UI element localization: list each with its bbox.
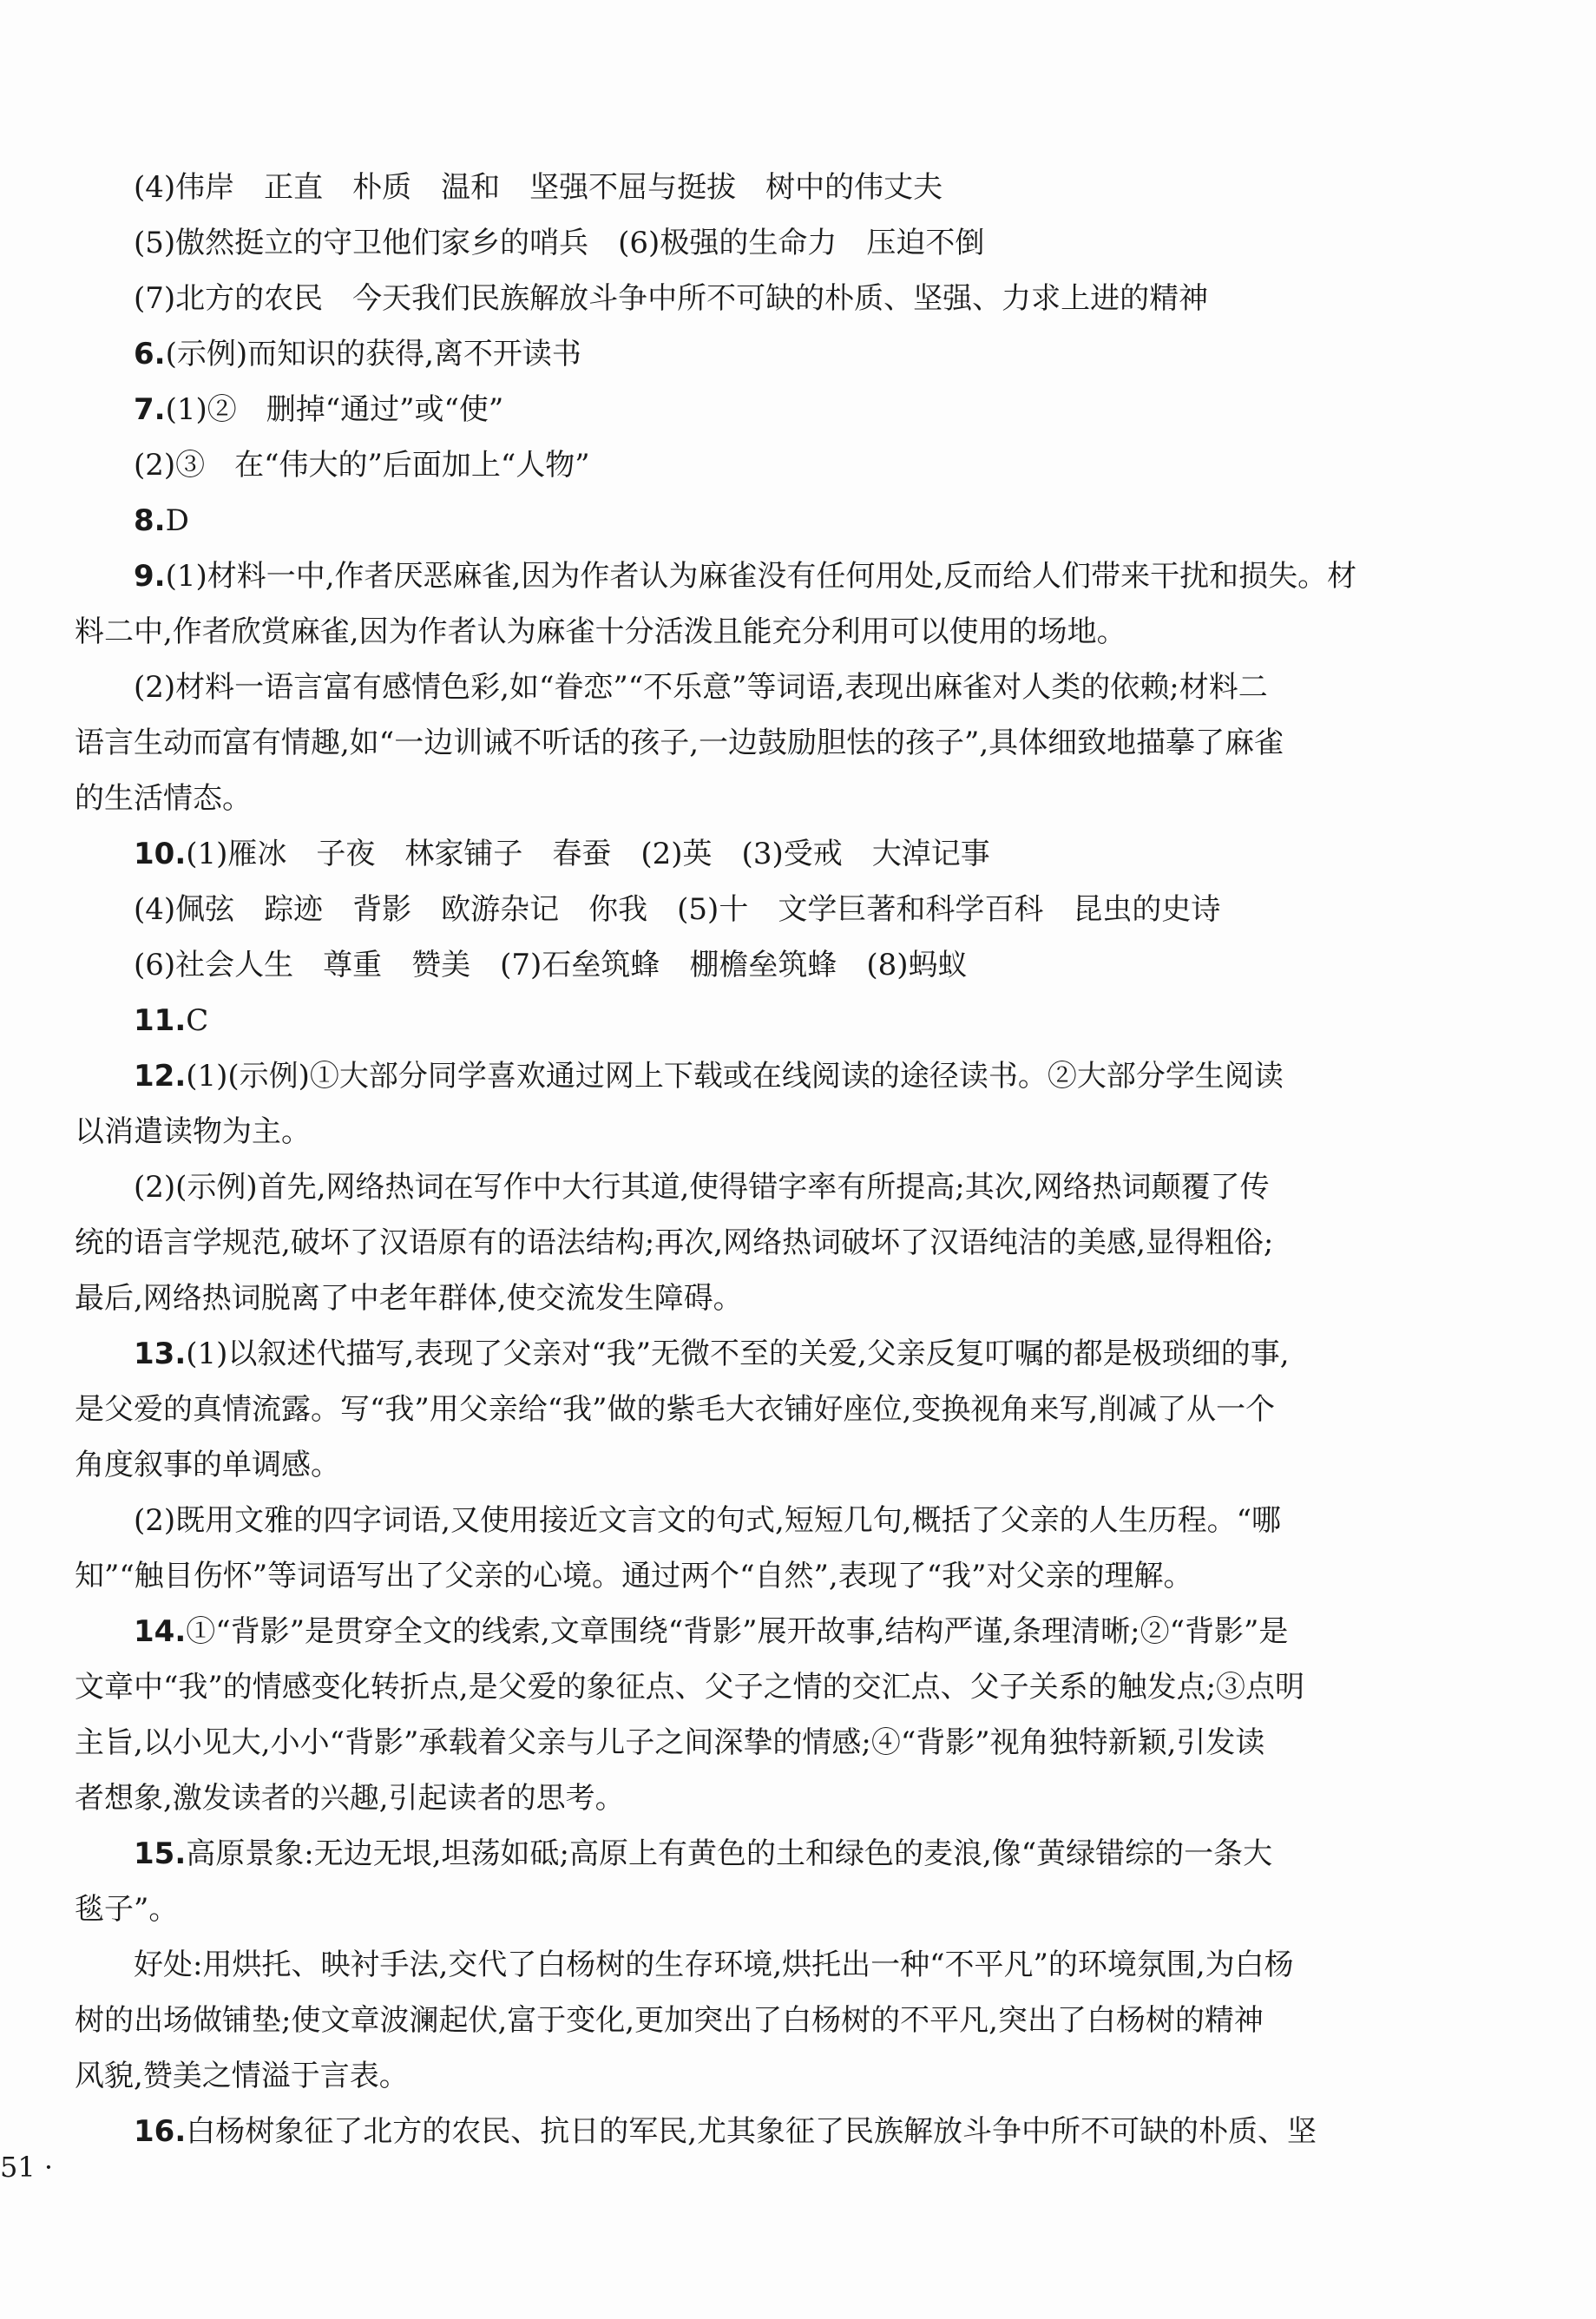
line-text: 最后,网络热词脱离了中老年群体,使交流发生障碍。 — [75, 1281, 743, 1316]
line-text: 树的出场做铺垫;使文章波澜起伏,富于变化,更加突出了白杨树的不平凡,突出了白杨树的精神 — [75, 2003, 1264, 2038]
line-text: (1)雁冰 子夜 林家铺子 春蚕 (2)英 (3)受戒 大淖记事 — [186, 837, 990, 871]
text-line — [75, 1882, 1463, 1937]
text-line — [75, 604, 1463, 660]
line-text: (5)傲然挺立的守卫他们家乡的哨兵 (6)极强的生命力 压迫不倒 — [134, 226, 985, 260]
text-line — [75, 437, 1463, 493]
question-number: 15. — [134, 1836, 187, 1871]
line-text: (1)材料一中,作者厌恶麻雀,因为作者认为麻雀没有任何用处,反而给人们带来干扰和损失。材 — [165, 559, 1357, 594]
text-line — [75, 1437, 1463, 1493]
line-text: 好处:用烘托、映衬手法,交代了白杨树的生存环境,烘托出一种“不平凡”的环境氛围,为白杨 — [134, 1948, 1294, 1982]
question-number: 8. — [134, 503, 166, 538]
question-number: 9. — [134, 559, 166, 594]
text-line — [75, 1937, 1463, 1993]
text-line — [75, 2104, 1463, 2159]
line-text: (2)既用文雅的四字词语,又使用接近文言文的句式,短短几句,概括了父亲的人生历程。“哪 — [134, 1503, 1281, 1538]
line-text: (2)③ 在“伟大的”后面加上“人物” — [134, 448, 590, 483]
text-line — [75, 1770, 1463, 1826]
text-line — [75, 326, 1463, 382]
line-text: 者想象,激发读者的兴趣,引起读者的思考。 — [75, 1781, 625, 1816]
text-line — [75, 1215, 1463, 1271]
text-line — [75, 937, 1463, 993]
text-line — [75, 1104, 1463, 1160]
text-line — [75, 1493, 1463, 1548]
line-text: 毯子”。 — [75, 1892, 179, 1927]
text-line — [75, 1604, 1463, 1659]
line-text: 是父爱的真情流露。写“我”用父亲给“我”做的紫毛大衣铺好座位,变换视角来写,削减了从一个 — [75, 1392, 1276, 1427]
line-text: 角度叙事的单调感。 — [75, 1448, 340, 1482]
text-line — [75, 1271, 1463, 1326]
text-line — [75, 993, 1463, 1048]
text-line — [75, 549, 1463, 604]
line-text: (7)北方的农民 今天我们民族解放斗争中所不可缺的朴质、坚强、力求上进的精神 — [134, 281, 1209, 316]
text-line — [75, 1048, 1463, 1104]
line-text: (示例)而知识的获得,离不开读书 — [165, 337, 581, 371]
line-text: 风貌,赞美之情溢于言表。 — [75, 2059, 409, 2093]
line-text: (2)(示例)首先,网络热词在写作中大行其道,使得错字率有所提高;其次,网络热词颠覆了传 — [134, 1170, 1270, 1205]
line-text: (6)社会人生 尊重 赞美 (7)石垒筑蜂 棚檐垒筑蜂 (8)蚂蚁 — [134, 948, 968, 982]
line-text: (4)佩弦 踪迹 背影 欧游杂记 你我 (5)十 文学巨著和科学百科 昆虫的史诗 — [134, 892, 1221, 927]
text-line — [75, 1993, 1463, 2048]
text-line — [75, 660, 1463, 715]
line-text: (1)② 删掉“通过”或“使” — [165, 392, 504, 427]
question-number: 6. — [134, 337, 166, 371]
line-text: C — [186, 1003, 209, 1038]
text-line — [75, 1548, 1463, 1604]
line-text: 知”“触目伤怀”等词语写出了父亲的心境。通过两个“自然”,表现了“我”对父亲的理解。 — [75, 1559, 1193, 1593]
text-line — [75, 215, 1463, 271]
line-text: (1)(示例)①大部分同学喜欢通过网上下载或在线阅读的途径读书。②大部分学生阅读 — [186, 1059, 1284, 1094]
text-line — [75, 1326, 1463, 1382]
line-text: 语言生动而富有情趣,如“一边训诫不听话的孩子,一边鼓励胆怯的孩子”,具体细致地描摹了麻雀 — [75, 726, 1284, 760]
question-number: 10. — [134, 837, 187, 871]
text-line — [75, 826, 1463, 882]
text-line — [75, 271, 1463, 326]
line-text: 文章中“我”的情感变化转折点,是父爱的象征点、父子之情的交汇点、父子关系的触发点;③点明 — [75, 1670, 1305, 1705]
text-line — [75, 771, 1463, 826]
question-number: 12. — [134, 1059, 187, 1094]
text-line — [75, 1160, 1463, 1215]
page-number: 51 · — [0, 2151, 54, 2184]
line-text: 料二中,作者欣赏麻雀,因为作者认为麻雀十分活泼且能充分利用可以使用的场地。 — [75, 614, 1126, 649]
text-line — [75, 1659, 1463, 1715]
text-line — [75, 382, 1463, 437]
question-number: 14. — [134, 1614, 187, 1649]
text-line — [75, 493, 1463, 549]
line-text: (2)材料一语言富有感情色彩,如“眷恋”“不乐意”等词语,表现出麻雀对人类的依赖;材料二 — [134, 670, 1268, 705]
text-line — [75, 160, 1463, 215]
answer-text-block — [75, 160, 1463, 2159]
line-text: (1)以叙述代描写,表现了父亲对“我”无微不至的关爱,父亲反复叮嘱的都是极琐细的事, — [186, 1337, 1290, 1371]
line-text: (4)伟岸 正直 朴质 温和 坚强不屈与挺拔 树中的伟丈夫 — [134, 170, 943, 205]
text-line — [75, 1715, 1463, 1770]
line-text: 的生活情态。 — [75, 781, 252, 816]
text-line — [75, 715, 1463, 771]
question-number: 16. — [134, 2114, 187, 2149]
line-text: ①“背影”是贯穿全文的线索,文章围绕“背影”展开故事,结构严谨,条理清晰;②“背影”是 — [186, 1614, 1289, 1649]
text-line — [75, 882, 1463, 937]
question-number: 7. — [134, 392, 166, 427]
text-line — [75, 1826, 1463, 1882]
line-text: D — [165, 503, 189, 538]
text-line — [75, 2048, 1463, 2104]
line-text: 白杨树象征了北方的农民、抗日的军民,尤其象征了民族解放斗争中所不可缺的朴质、坚 — [186, 2114, 1317, 2149]
question-number: 11. — [134, 1003, 187, 1038]
line-text: 高原景象:无边无垠,坦荡如砥;高原上有黄色的土和绿色的麦浪,像“黄绿错综的一条大 — [186, 1836, 1273, 1871]
text-line — [75, 1382, 1463, 1437]
question-number: 13. — [134, 1337, 187, 1371]
line-text: 主旨,以小见大,小小“背影”承载着父亲与儿子之间深挚的情感;④“背影”视角独特新颖,引发读 — [75, 1725, 1265, 1760]
line-text: 统的语言学规范,破坏了汉语原有的语法结构;再次,网络热词破坏了汉语纯洁的美感,显得粗俗; — [75, 1225, 1274, 1260]
line-text: 以消遣读物为主。 — [75, 1114, 311, 1149]
